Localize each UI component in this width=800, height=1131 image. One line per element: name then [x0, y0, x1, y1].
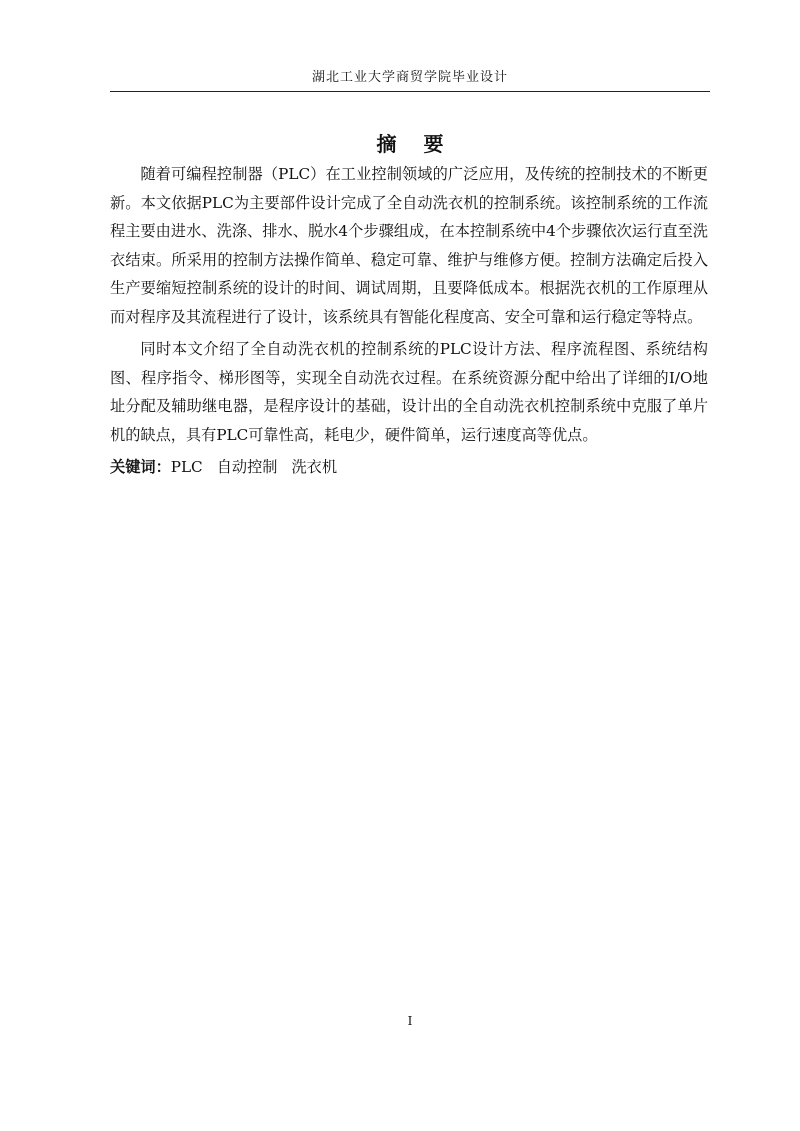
keyword-item: 洗衣机	[291, 458, 337, 476]
keywords-line	[110, 453, 708, 482]
keyword-item: 自动控制	[216, 458, 278, 476]
page-number: I	[407, 1014, 413, 1028]
abstract-body	[110, 160, 708, 482]
abstract-paragraph-1: 随着可编程控制器（PLC）在工业控制领域的广泛应用，及传统的控制技术的不断更新。本文依据PLC为主要部件设计完成了全自动洗衣机的控制系统。该控制系统的工作流程主要由进水、洗涤、排水、脱水4个步骤组成，在本控制系统中4个步骤依次运行直至洗衣结束。所采用的控制方法操作简单、稳定可靠、维护与维修方便。控制方法确定后投入生产要缩短控制系统的设计的时间、调试周期，且要降低成本。根据洗衣机的工作原理从而对程序及其流程进行了设计，该系统具有智能化程度高、安全可靠和运行稳定等特点。	[110, 165, 708, 326]
header-rule	[110, 91, 710, 92]
keyword-item: PLC	[170, 458, 203, 476]
abstract-paragraph-2: 同时本文介绍了全自动洗衣机的控制系统的PLC设计方法、程序流程图、系统结构图、程序指令、梯形图等，实现全自动洗衣过程。在系统资源分配中给出了详细的I/O地址分配及辅助继电器，是程序设计的基础，设计出的全自动洗衣机控制系统中克服了单片机的缺点，具有PLC可靠性高，耗电少，硬件简单，运行速度高等优点。	[110, 340, 708, 444]
abstract-title: 摘 要	[376, 132, 454, 156]
keywords-label: 关键词：	[110, 458, 171, 476]
running-header: 湖北工业大学商贸学院毕业设计	[311, 70, 508, 85]
